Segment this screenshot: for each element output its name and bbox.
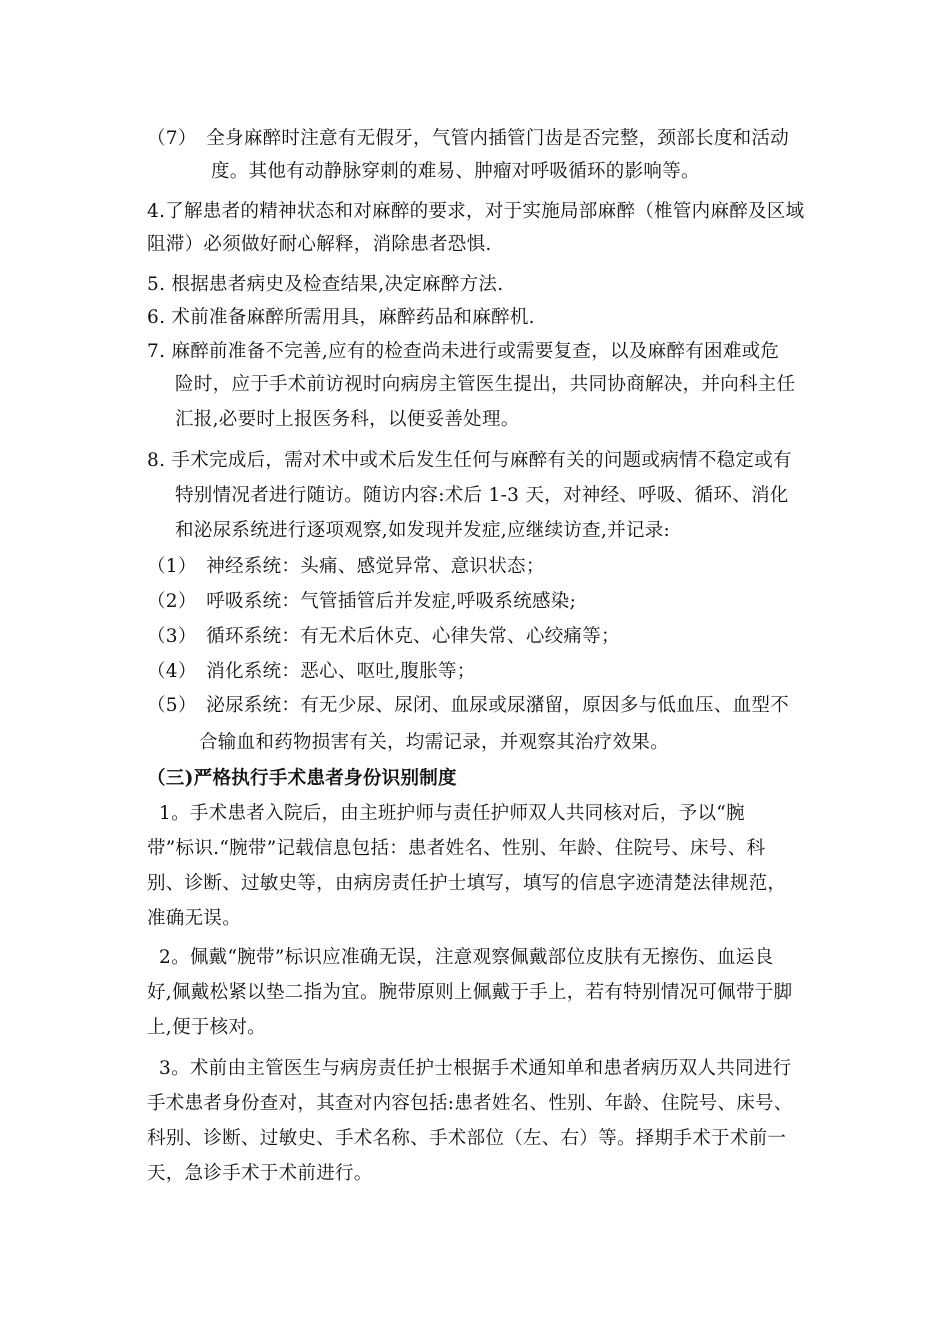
- para-1-line-2: 带”标识.“腕带”记载信息包括：患者姓名、性别、年龄、住院号、床号、科: [147, 838, 766, 859]
- para-2-line-1: 2。佩戴“腕带”标识应准确无误，注意观察佩戴部位皮肤有无擦伤、血运良: [159, 947, 774, 968]
- sub-item-5-line-1: （5） 泌尿系统：有无少尿、尿闭、血尿或尿潴留，原因多与低血压、血型不: [147, 695, 790, 716]
- item-4-line-2: 阻滞）必须做好耐心解释，消除患者恐惧.: [147, 234, 492, 255]
- item-7b-line-3: 汇报,必要时上报医务科，以便妥善处理。: [175, 409, 520, 430]
- para-3-line-2: 手术患者身份查对，其查对内容包括:患者姓名、性别、年龄、住院号、床号、: [147, 1093, 793, 1114]
- item-8-line-3: 和泌尿系统进行逐项观察,如发现并发症,应继续访查,并记录:: [175, 520, 671, 541]
- para-2-line-3: 上,便于核对。: [147, 1017, 266, 1038]
- sub-item-5-line-2: 合输血和药物损害有关，均需记录，并观察其治疗效果。: [199, 732, 670, 753]
- para-1-line-3: 别、诊断、过敏史等，由病房责任护士填写，填写的信息字迹清楚法律规范，: [147, 873, 787, 894]
- para-3-line-3: 科别、诊断、过敏史、手术名称、手术部位（左、右）等。择期手术于术前一: [147, 1128, 787, 1149]
- para-3-line-4: 天，急诊手术于术前进行。: [147, 1163, 373, 1184]
- item-5-line: 5. 根据患者病史及检查结果,决定麻醉方法.: [147, 274, 504, 295]
- para-3-line-1: 3。术前由主管医生与病房责任护士根据手术通知单和患者病历双人共同进行: [159, 1058, 792, 1079]
- sub-item-2: （2） 呼吸系统：气管插管后并发症,呼吸系统感染;: [147, 591, 577, 612]
- item-4-line-1: 4.了解患者的精神状态和对麻醉的要求，对于实施局部麻醉（椎管内麻醉及区域: [147, 201, 805, 222]
- item-6-line: 6. 术前准备麻醉所需用具，麻醉药品和麻醉机.: [147, 307, 535, 328]
- section-heading: （三)严格执行手术患者身份识别制度: [147, 768, 457, 789]
- sub-item-4: （4） 消化系统：恶心、呕吐,腹胀等；: [147, 661, 476, 682]
- para-1-line-4: 准确无误。: [147, 908, 242, 929]
- item-7b-line-2: 险时，应于手术前访视时向病房主管医生提出，共同协商解决，并向科主任: [175, 374, 796, 395]
- item-7b-line-1: 7. 麻醉前准备不完善,应有的检查尚未进行或需要复查，以及麻醉有困难或危: [147, 341, 780, 362]
- item-8-line-2: 特别情况者进行随访。随访内容:术后 1-3 天，对神经、呼吸、循环、消化: [175, 485, 789, 506]
- para-2-line-2: 好,佩戴松紧以垫二指为宜。腕带原则上佩戴于手上，若有特别情况可佩带于脚: [147, 982, 793, 1003]
- sub-item-1: （1） 神经系统：头痛、感觉异常、意识状态；: [147, 556, 545, 577]
- item-8-line-1: 8. 手术完成后，需对术中或术后发生任何与麻醉有关的问题或病情不稳定或有: [147, 450, 792, 471]
- para-1-line-1: 1。手术患者入院后，由主班护师与责任护师双人共同核对后，予以“腕: [159, 803, 745, 824]
- item-7-line-1: （7） 全身麻醉时注意有无假牙，气管内插管门齿是否完整，颈部长度和活动: [147, 128, 790, 149]
- sub-item-3: （3） 循环系统：有无术后休克、心律失常、心绞痛等；: [147, 626, 620, 647]
- item-7-line-2: 度。其他有动静脉穿刺的难易、肿瘤对呼吸循环的影响等。: [211, 161, 700, 182]
